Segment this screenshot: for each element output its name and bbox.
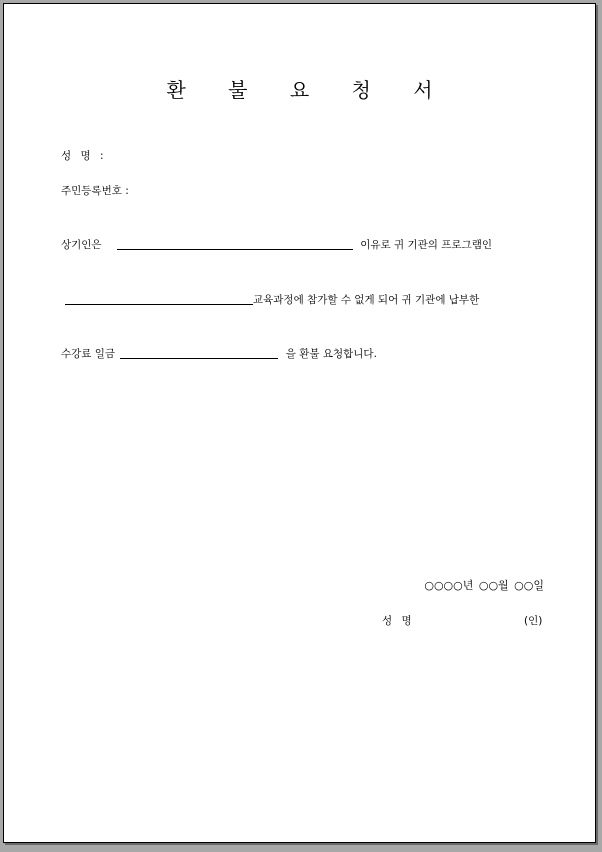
resident-id-label: 주민등록번호 : [61, 185, 129, 197]
document-page [3, 3, 596, 843]
reason-line [61, 238, 492, 252]
request-date: ○○○○년 ○○월 ○○일 [424, 579, 544, 592]
signature-name-label: 성 명 [382, 615, 412, 627]
amount-blank [120, 347, 278, 359]
amount-prefix: 수강료 일금 [61, 348, 116, 360]
course-line [65, 293, 479, 307]
amount-line [61, 347, 377, 361]
amount-suffix: 을 환불 요청합니다. [285, 348, 377, 360]
reason-blank [117, 238, 353, 250]
reason-prefix: 상기인은 [61, 239, 102, 251]
document-title: 환 불 요 청 서 [166, 78, 451, 102]
course-blank [65, 293, 253, 305]
seal-mark: (인) [524, 615, 543, 627]
course-suffix: 교육과정에 참가할 수 없게 되어 귀 기관에 납부한 [253, 294, 480, 306]
name-label: 성 명 : [61, 150, 104, 162]
reason-suffix: 이유로 귀 기관의 프로그램인 [360, 239, 492, 251]
